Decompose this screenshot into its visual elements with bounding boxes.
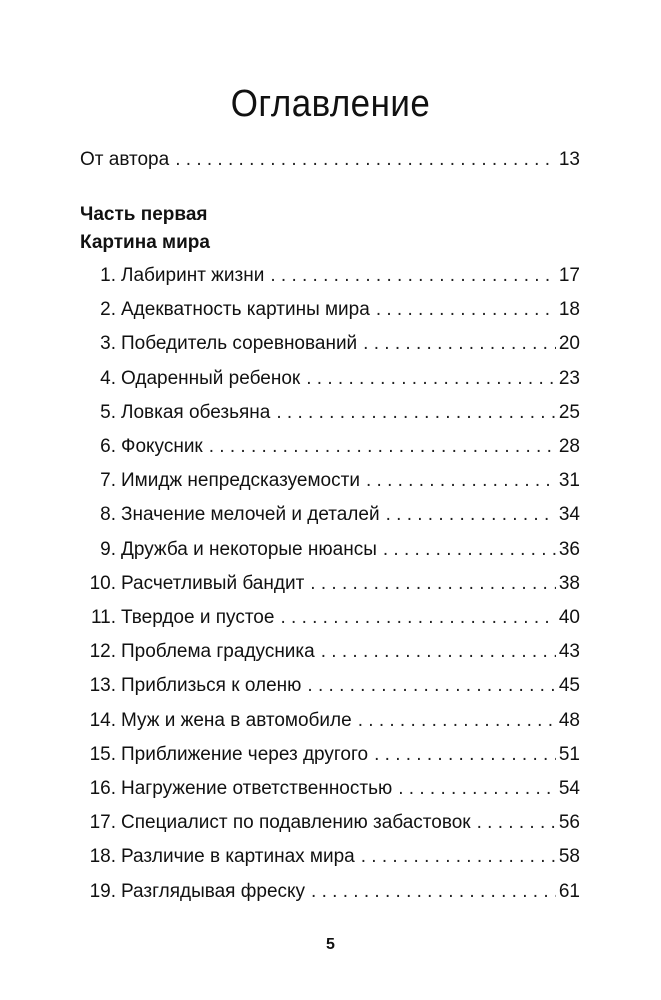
chapter-page: 28 [558,436,580,457]
toc-entry-author[interactable] [80,147,580,173]
page-title: Оглавление [230,83,431,126]
dot-leader [374,742,556,768]
chapter-page: 54 [558,778,580,799]
dot-leader [311,879,556,905]
chapter-page: 61 [558,881,580,902]
chapter-title: Адекватность картины мира [121,299,370,320]
toc-entry-chapter[interactable] [80,571,580,597]
toc-entry-chapter[interactable] [80,400,580,426]
toc-entry-chapter[interactable] [80,537,580,563]
chapter-page: 40 [558,607,580,628]
chapter-page: 56 [558,812,580,833]
chapter-number: 3. [100,333,116,354]
toc-entry-chapter[interactable] [80,366,580,392]
toc-entry-chapter[interactable] [80,468,580,494]
chapter-title: Дружба и некоторые нюансы [121,539,377,560]
dot-leader [363,331,556,357]
chapter-page: 23 [558,368,580,389]
chapter-number: 18. [89,846,116,867]
chapter-number: 10. [89,573,116,594]
chapter-title: Расчетливый бандит [121,573,305,594]
chapter-number: 19. [89,881,116,902]
chapter-page: 17 [558,265,580,286]
toc-entry-chapter[interactable] [80,434,580,460]
dot-leader [306,366,556,392]
toc-entry-chapter[interactable] [80,297,580,323]
chapter-number: 15. [89,744,116,765]
dot-leader [280,605,556,631]
chapter-number: 9. [100,539,116,560]
toc-entry-chapter[interactable] [80,639,580,665]
chapter-number: 12. [89,641,116,662]
dot-leader [209,434,556,460]
part-name: Картина мира [80,232,210,253]
dot-leader [307,673,556,699]
dot-leader [477,810,556,836]
dot-leader [376,297,556,323]
chapter-page: 51 [558,744,580,765]
chapter-number: 4. [100,368,116,389]
chapter-title: Фокусник [121,436,203,457]
chapter-number: 14. [89,710,116,731]
chapter-title: Проблема градусника [121,641,315,662]
chapter-title: Значение мелочей и деталей [121,504,380,525]
chapter-number: 1. [100,265,116,286]
chapter-page: 43 [558,641,580,662]
chapter-number: 11. [90,607,116,628]
toc-entry-chapter[interactable] [80,673,580,699]
dot-leader [398,776,556,802]
toc-entry-chapter[interactable] [80,708,580,734]
dot-leader [361,844,556,870]
chapter-page: 36 [558,539,580,560]
chapter-title: Приближение через другого [121,744,369,765]
chapter-number: 13. [89,675,116,696]
chapter-number: 6. [100,436,116,457]
toc-entry-chapter[interactable] [80,605,580,631]
chapter-number: 2. [100,299,116,320]
chapter-title: Приблизься к оленю [121,675,302,696]
chapter-page: 58 [558,846,580,867]
chapter-title: Твердое и пустое [121,607,275,628]
dot-leader [321,639,556,665]
toc-entry-chapter[interactable] [80,502,580,528]
chapter-title: Муж и жена в автомобиле [121,710,352,731]
chapter-page: 18 [558,299,580,320]
dot-leader [175,147,556,173]
dot-leader [276,400,556,426]
dot-leader [383,537,556,563]
chapter-page: 45 [558,675,580,696]
chapter-page: 38 [558,573,580,594]
chapter-title: Одаренный ребенок [121,368,301,389]
toc-entry-label: От автора [80,149,170,170]
toc-entry-chapter[interactable] [80,331,580,357]
chapter-number: 16. [89,778,116,799]
page-number: 5 [326,936,335,953]
toc-entry-chapter[interactable] [80,263,580,289]
chapter-page: 31 [558,470,580,491]
dot-leader [358,708,556,734]
dot-leader [386,502,556,528]
toc-entry-chapter[interactable] [80,742,580,768]
chapter-page: 25 [558,402,580,423]
toc-entry-chapter[interactable] [80,776,580,802]
chapter-number: 7. [100,470,116,491]
chapter-title: Лабиринт жизни [121,265,265,286]
chapter-title: Имидж непредсказуемости [121,470,360,491]
dot-leader [310,571,556,597]
chapter-title: Победитель соревнований [121,333,358,354]
chapter-number: 17. [89,812,116,833]
toc-entry-chapter[interactable] [80,879,580,905]
chapter-title: Ловкая обезьяна [121,402,271,423]
chapter-title: Нагружение ответственностью [121,778,393,799]
part-label: Часть первая [80,204,208,225]
chapter-title: Разглядывая фреску [121,881,306,902]
chapter-number: 8. [100,504,116,525]
toc-entry-page: 13 [558,149,580,170]
dot-leader [366,468,556,494]
toc-entry-chapter[interactable] [80,810,580,836]
toc-entry-chapter[interactable] [80,844,580,870]
chapter-number: 5. [100,402,116,423]
chapter-title: Различие в картинах мира [121,846,355,867]
chapter-page: 34 [558,504,580,525]
chapter-page: 48 [558,710,580,731]
chapter-page: 20 [558,333,580,354]
dot-leader [270,263,556,289]
chapter-title: Специалист по подавлению забастовок [121,812,471,833]
